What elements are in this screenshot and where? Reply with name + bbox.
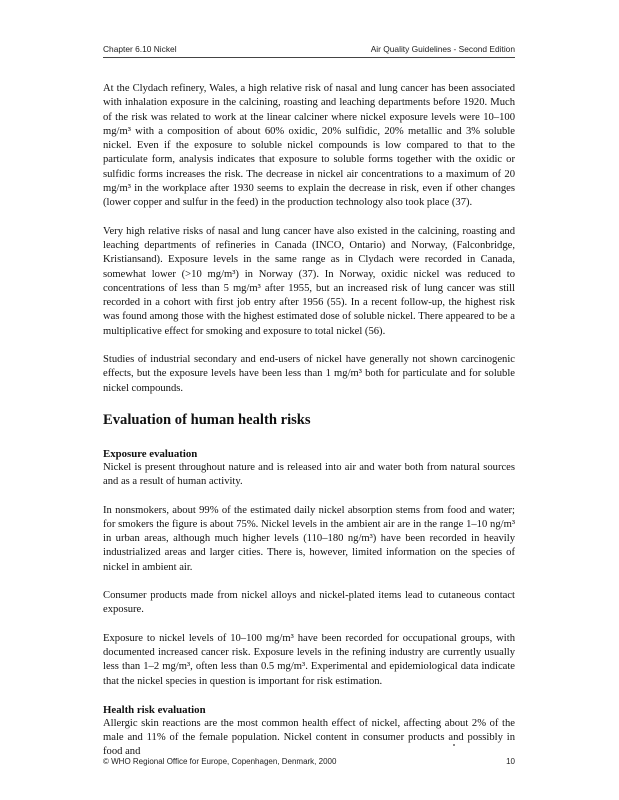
exposure-paragraph-3: Consumer products made from nickel alloys and nickel-plated items lead to cutaneous contact exposure.	[103, 590, 515, 616]
exposure-heading: Exposure evaluation	[103, 447, 198, 460]
footer-copyright: © WHO Regional Office for Europe, Copenhagen, Denmark, 2000	[103, 757, 337, 766]
header-chapter: Chapter 6.10 Nickel	[103, 44, 177, 54]
exposure-paragraph-1: Nickel is present throughout nature and is released into air and water both from natural sources and as a result of human activity.	[103, 461, 515, 488]
page-body	[103, 82, 515, 774]
section-title: Evaluation of human health risks	[103, 411, 311, 428]
exposure-paragraph-4: Exposure to nickel levels of 10–100 mg/m³ have been recorded for occupational groups, with documented increased cancer risk. Exposure levels in the refining industry are currently usually less than 1–2 mg/m³, often less than 0.5 mg/m³. Experimental and epidemiological data indicate that the nickel species in question is important for risk estimation.	[103, 632, 515, 687]
scan-speck	[453, 744, 455, 746]
page-header	[103, 44, 515, 58]
health-risk-heading: Health risk evaluation	[103, 703, 206, 716]
health-risk-paragraph-1: Allergic skin reactions are the most common health effect of nickel, affecting about 2% of the male and 11% of the female population. Nickel content in consumer products and possibly in food and	[103, 717, 515, 758]
header-publication: Air Quality Guidelines - Second Edition	[370, 44, 515, 54]
exposure-paragraph-2: In nonsmokers, about 99% of the estimated daily nickel absorption stems from food and water; for smokers the figure is about 75%. Nickel levels in the ambient air are in the range 1–10 ng/m³ in urban areas, although much higher levels (110–180 ng/m³) have been recorded in heavily industrialized areas and larger cities. There is, however, limited information on the species of nickel in ambient air.	[103, 504, 515, 573]
page-number: 10	[506, 757, 515, 766]
paragraph-clydach: At the Clydach refinery, Wales, a high relative risk of nasal and lung cancer has been associated with inhalation exposure in the calcining, roasting and leaching departments before 1920. Much of the risk was related to work at the linear calciner where nickel exposure levels were 10–100 mg/m³ with a composition of about 60% oxidic, 20% sulfidic, 20% metallic and 3% soluble nickel. Even if the exposure to soluble nickel compounds is low compared to that to the particulate form, analysis indicates that exposure to soluble forms together with the oxidic or sulfidic forms increases the risk. The decrease in nickel air concentrations to a maximum of 20 mg/m³ in the workplace after 1930 seems to explain the decrease in risk, even if other changes (lower copper and sulfur in the feed) in the production technology also took place (37).	[103, 83, 515, 209]
paragraph-canada-norway: Very high relative risks of nasal and lung cancer have also existed in the calcining, roasting and leaching departments of refineries in Canada (INCO, Ontario) and Norway, (Falconbridge, Kristiansand). Exposure levels in the same range as in Clydach were recorded in Canada, somewhat lower (>10 mg/m³) in Norway (37). In Norway, oxidic nickel was reduced to concentrations of less than 5 mg/m³ after 1955, but an increased risk of lung cancer was still recorded in a cohort with first job entry after 1956 (55). In a recent follow-up, the highest risk was found among those with the highest estimated dose of soluble nickel. There appeared to be a multiplicative effect for smoking and exposure to total nickel (56).	[103, 225, 515, 337]
paragraph-industrial-users: Studies of industrial secondary and end-users of nickel have generally not shown carcinogenic effects, but the exposure levels have been less than 1 mg/m³ both for particulate and for soluble nickel compounds.	[103, 354, 515, 394]
